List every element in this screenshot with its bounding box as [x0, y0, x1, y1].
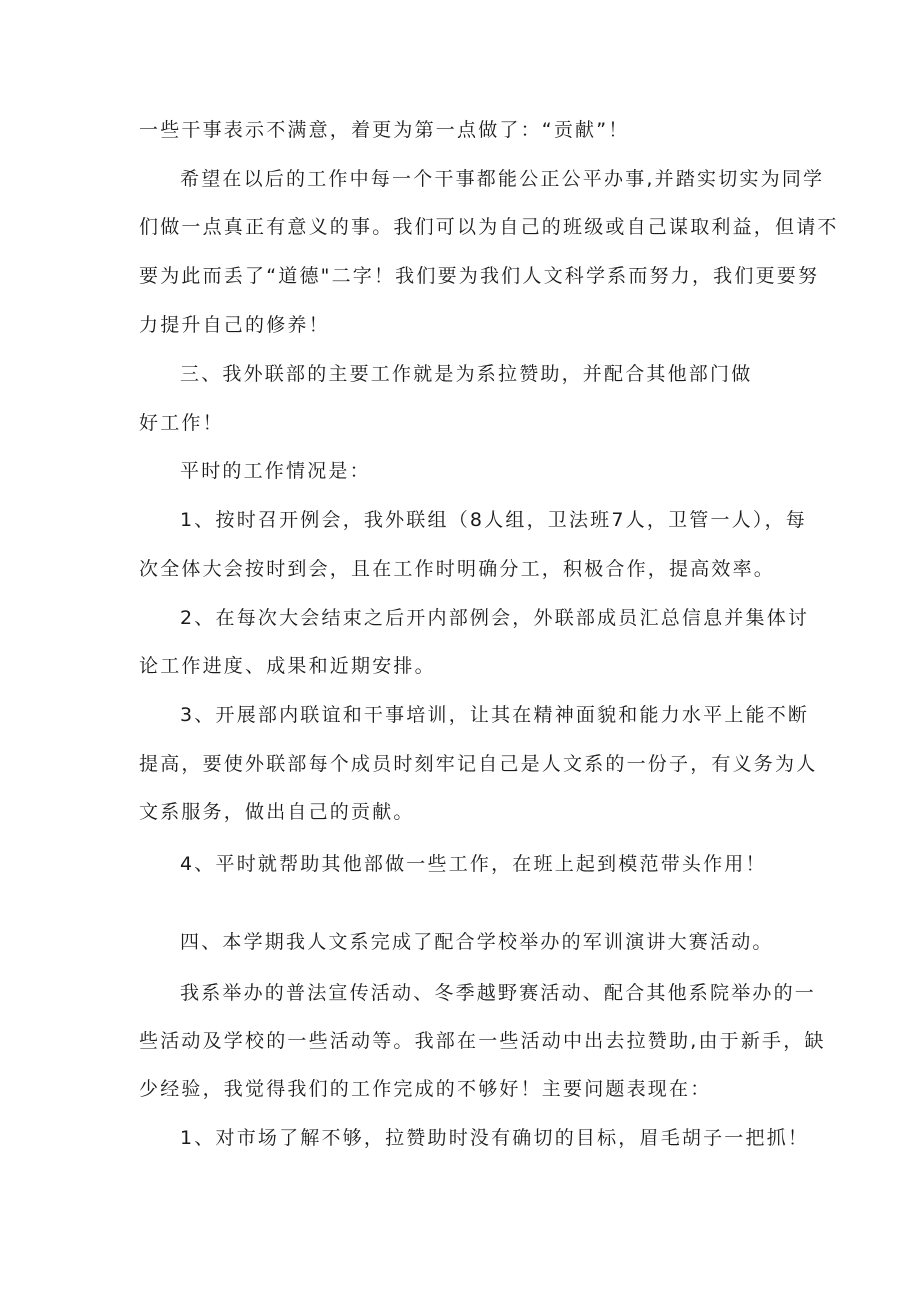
text-line: 平时的工作情况是：	[180, 460, 371, 482]
text-line: 一些干事表示不满意，着更为第一点做了：“贡献”！	[139, 119, 630, 141]
text-line: 2、在每次大会结束之后开内部例会，外联部成员汇总信息并集体讨	[180, 607, 810, 629]
text-line: 4、平时就帮助其他部做一些工作，在班上起到模范带头作用！	[180, 853, 767, 875]
text-line: 好工作！	[139, 412, 224, 434]
text-line: 文系服务，做出自己的贡献。	[139, 801, 415, 823]
text-line: 三、我外联部的主要工作就是为系拉赞助，并配合其他部门做	[180, 363, 753, 385]
text-line: 1、按时召开例会，我外联组（8人组，卫法班7人，卫管一人），每	[180, 509, 807, 531]
text-line: 我系举办的普法宣传活动、冬季越野赛活动、配合其他系院举办的一	[180, 982, 817, 1004]
text-line: 少经验，我觉得我们的工作完成的不够好！主要问题表现在：	[139, 1078, 712, 1100]
text-line: 四、本学期我人文系完成了配合学校举办的军训演讲大赛活动。	[180, 931, 774, 953]
text-line: 希望在以后的工作中每一个干事都能公正公平办事,并踏实切实为同学	[180, 168, 825, 190]
text-line: 要为此而丢了“道德"二字！我们要为我们人文科学系而努力，我们更要努	[139, 265, 820, 287]
text-line: 次全体大会按时到会，且在工作时明确分工，积极合作，提高效率。	[139, 558, 776, 580]
text-line: 3、开展部内联谊和干事培训，让其在精神面貌和能力水平上能不断	[180, 704, 810, 726]
text-line: 力提升自己的修养！	[139, 314, 330, 336]
text-line: 提高，要使外联部每个成员时刻牢记自己是人文系的一份子，有义务为人	[139, 753, 818, 775]
text-line: 1、对市场了解不够，拉赞助时没有确切的目标，眉毛胡子一把抓！	[180, 1127, 810, 1149]
text-line: 些活动及学校的一些活动等。我部在一些活动中出去拉赞助,由于新手，缺	[139, 1030, 826, 1052]
text-line: 们做一点真正有意义的事。我们可以为自己的班级或自己谋取利益，但请不	[139, 216, 839, 238]
text-line: 论工作进度、成果和近期安排。	[139, 655, 436, 677]
